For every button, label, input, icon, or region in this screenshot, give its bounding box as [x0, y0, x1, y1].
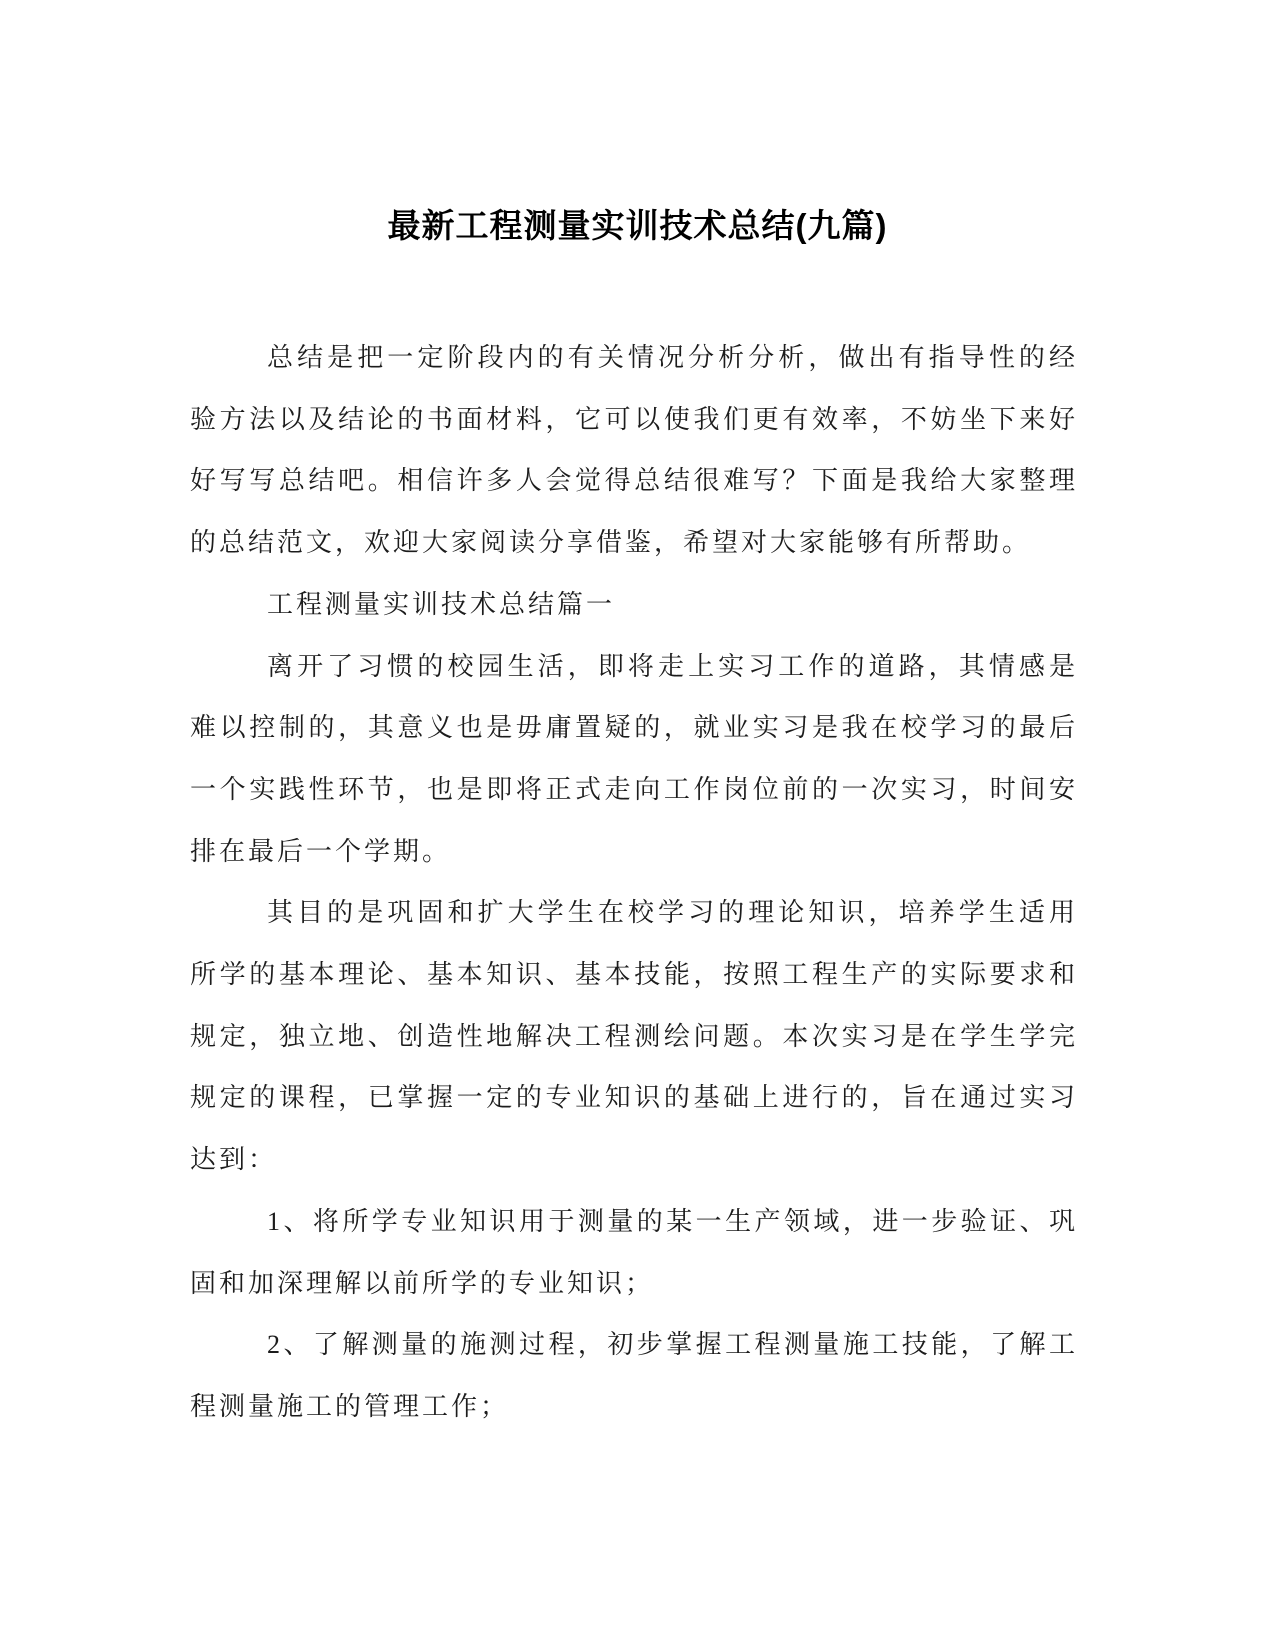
- paragraph-intro: 总结是把一定阶段内的有关情况分析分析，做出有指导性的经验方法以及结论的书面材料，它可以使我们更有效率，不妨坐下来好好写写总结吧。相信许多人会觉得总结很难写？下面是我给大家整理的总结范文，欢迎大家阅读分享借鉴，希望对大家能够有所帮助。: [190, 343, 1078, 558]
- paragraph-body-1: 离开了习惯的校园生活，即将走上实习工作的道路，其情感是难以控制的，其意义也是毋庸置疑的，就业实习是我在校学习的最后一个实践性环节，也是即将正式走向工作岗位前的一次实习，时间安排在最后一个学期。: [190, 651, 1078, 866]
- paragraph-list-item-1: 1、将所学专业知识用于测量的某一生产领域，进一步验证、巩固和加深理解以前所学的专业知识；: [190, 1206, 1078, 1298]
- paragraph-list-item-2: 2、了解测量的施测过程，初步掌握工程测量施工技能，了解工程测量施工的管理工作；: [190, 1330, 1078, 1421]
- paragraph-section-heading: 工程测量实训技术总结篇一: [267, 589, 616, 619]
- paragraph-body-2: 其目的是巩固和扩大学生在校学习的理论知识，培养学生适用所学的基本理论、基本知识、基本技能，按照工程生产的实际要求和规定，独立地、创造性地解决工程测绘问题。本次实习是在学生学完规定的课程，已掌握一定的专业知识的基础上进行的，旨在通过实习达到：: [190, 898, 1078, 1175]
- document-body: [190, 327, 1078, 1438]
- document-title: 最新工程测量实训技术总结(九篇): [387, 207, 888, 244]
